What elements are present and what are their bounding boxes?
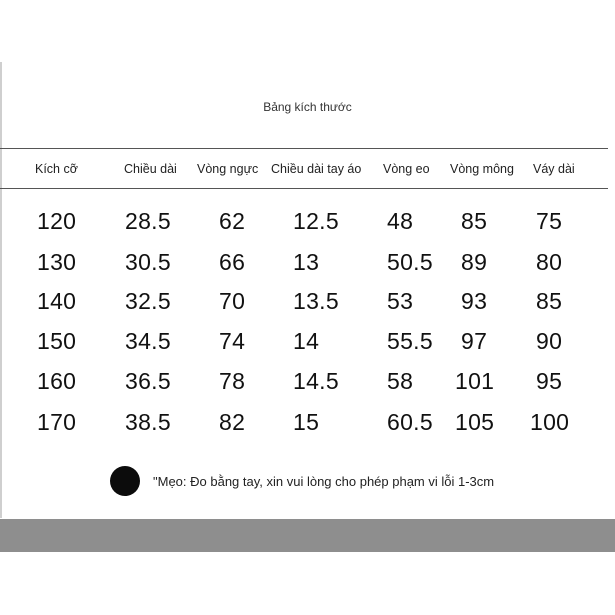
table-cell: 36.5 (125, 368, 171, 394)
table-cell: 50.5 (387, 249, 433, 275)
table-cell: 101 (455, 368, 495, 394)
table-cell: 82 (219, 409, 246, 435)
table-cell: 80 (536, 249, 563, 275)
note-bullet-icon (110, 466, 140, 496)
table-cell: 93 (461, 288, 488, 314)
table-cell: 78 (219, 368, 246, 394)
header-hip: Vòng mông (450, 162, 514, 176)
left-border (0, 62, 2, 518)
header-sleeve-length: Chiều dài tay áo (271, 162, 362, 176)
table-cell: 85 (536, 288, 563, 314)
table-cell: 160 (37, 368, 77, 394)
table-cell: 75 (536, 208, 563, 234)
table-cell: 38.5 (125, 409, 171, 435)
table-cell: 55.5 (387, 328, 433, 354)
table-cell: 90 (536, 328, 563, 354)
header-bottom-rule (0, 188, 608, 189)
table-cell: 70 (219, 288, 246, 314)
table-cell: 60.5 (387, 409, 433, 435)
table-cell: 28.5 (125, 208, 171, 234)
table-cell: 95 (536, 368, 563, 394)
table-cell: 120 (37, 208, 77, 234)
table-cell: 170 (37, 409, 77, 435)
table-cell: 130 (37, 249, 77, 275)
table-cell: 34.5 (125, 328, 171, 354)
table-cell: 140 (37, 288, 77, 314)
table-cell: 14.5 (293, 368, 339, 394)
header-top-rule (0, 148, 608, 149)
table-cell: 48 (387, 208, 414, 234)
header-waist: Vòng eo (383, 162, 430, 176)
size-chart-title: Bảng kích thước (263, 100, 352, 114)
table-cell: 100 (530, 409, 570, 435)
table-cell: 150 (37, 328, 77, 354)
table-cell: 30.5 (125, 249, 171, 275)
table-cell: 14 (293, 328, 320, 354)
table-cell: 12.5 (293, 208, 339, 234)
header-skirt-length: Váy dài (533, 162, 575, 176)
header-size: Kích cỡ (35, 162, 78, 176)
table-cell: 13 (293, 249, 320, 275)
table-cell: 74 (219, 328, 246, 354)
measurement-tip: "Mẹo: Đo bằng tay, xin vui lòng cho phép phạm vi lỗi 1-3cm (153, 474, 495, 489)
table-cell: 32.5 (125, 288, 171, 314)
header-chest: Vòng ngực (197, 162, 259, 176)
table-cell: 105 (455, 409, 495, 435)
table-cell: 13.5 (293, 288, 339, 314)
table-cell: 66 (219, 249, 246, 275)
table-cell: 85 (461, 208, 488, 234)
table-cell: 97 (461, 328, 488, 354)
table-cell: 53 (387, 288, 414, 314)
table-cell: 58 (387, 368, 414, 394)
header-length: Chiều dài (124, 162, 177, 176)
table-cell: 62 (219, 208, 246, 234)
table-cell: 89 (461, 249, 488, 275)
footer-band (0, 519, 615, 552)
table-cell: 15 (293, 409, 320, 435)
